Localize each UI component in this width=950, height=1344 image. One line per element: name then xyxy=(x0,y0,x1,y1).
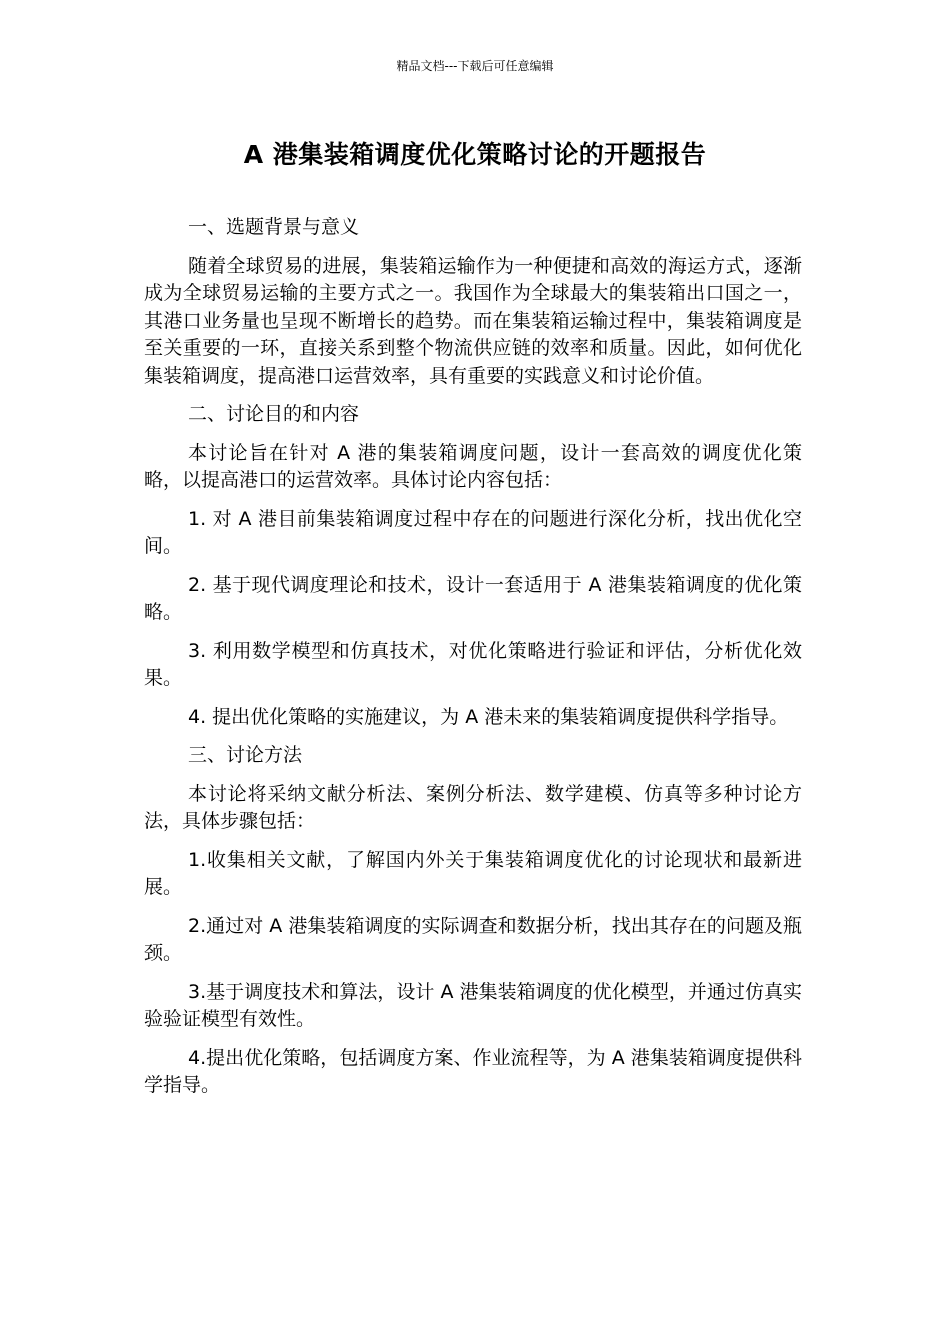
paragraph-objectives-intro: 本讨论旨在针对 A 港的集装箱调度问题，设计一套高效的调度优化策略，以提高港口的运营效率。具体讨论内容包括： xyxy=(144,441,802,491)
method-step-2: 2.通过对 A 港集装箱调度的实际调查和数据分析，找出其存在的问题及瓶颈。 xyxy=(144,914,802,964)
objective-item-3: 3. 利用数学模型和仿真技术，对优化策略进行验证和评估，分析优化效果。 xyxy=(144,639,802,689)
paragraph-background: 随着全球贸易的进展，集装箱运输作为一种便捷和高效的海运方式，逐渐成为全球贸易运输的主要方式之一。我国作为全球最大的集装箱出口国之一，其港口业务量也呈现不断增长的趋势。而在集装箱运输过程中，集装箱调度是至关重要的一环，直接关系到整个物流供应链的效率和质量。因此，如何优化集装箱调度，提高港口运营效率，具有重要的实践意义和讨论价值。 xyxy=(144,254,802,387)
section-heading-background: 一、选题背景与意义 xyxy=(188,216,360,238)
method-step-4: 4.提出优化策略，包括调度方案、作业流程等，为 A 港集装箱调度提供科学指导。 xyxy=(144,1046,802,1096)
section-heading-methods: 三、讨论方法 xyxy=(188,744,303,766)
document-title: A 港集装箱调度优化策略讨论的开题报告 xyxy=(243,140,707,169)
paragraph-methods-intro: 本讨论将采纳文献分析法、案例分析法、数学建模、仿真等多种讨论方法，具体步骤包括： xyxy=(144,782,802,832)
objective-item-1: 1. 对 A 港目前集装箱调度过程中存在的问题进行深化分析，找出优化空间。 xyxy=(144,507,802,557)
objective-item-2: 2. 基于现代调度理论和技术，设计一套适用于 A 港集装箱调度的优化策略。 xyxy=(144,573,802,623)
page-header: 精品文档---下载后可任意编辑 xyxy=(396,59,554,73)
section-heading-objectives: 二、讨论目的和内容 xyxy=(188,403,360,425)
method-step-1: 1.收集相关文献，了解国内外关于集装箱调度优化的讨论现状和最新进展。 xyxy=(144,848,802,898)
objective-item-4: 4. 提出优化策略的实施建议，为 A 港未来的集装箱调度提供科学指导。 xyxy=(188,705,789,728)
document-body xyxy=(144,214,802,1111)
method-step-3: 3.基于调度技术和算法，设计 A 港集装箱调度的优化模型，并通过仿真实验验证模型有效性。 xyxy=(144,980,802,1030)
